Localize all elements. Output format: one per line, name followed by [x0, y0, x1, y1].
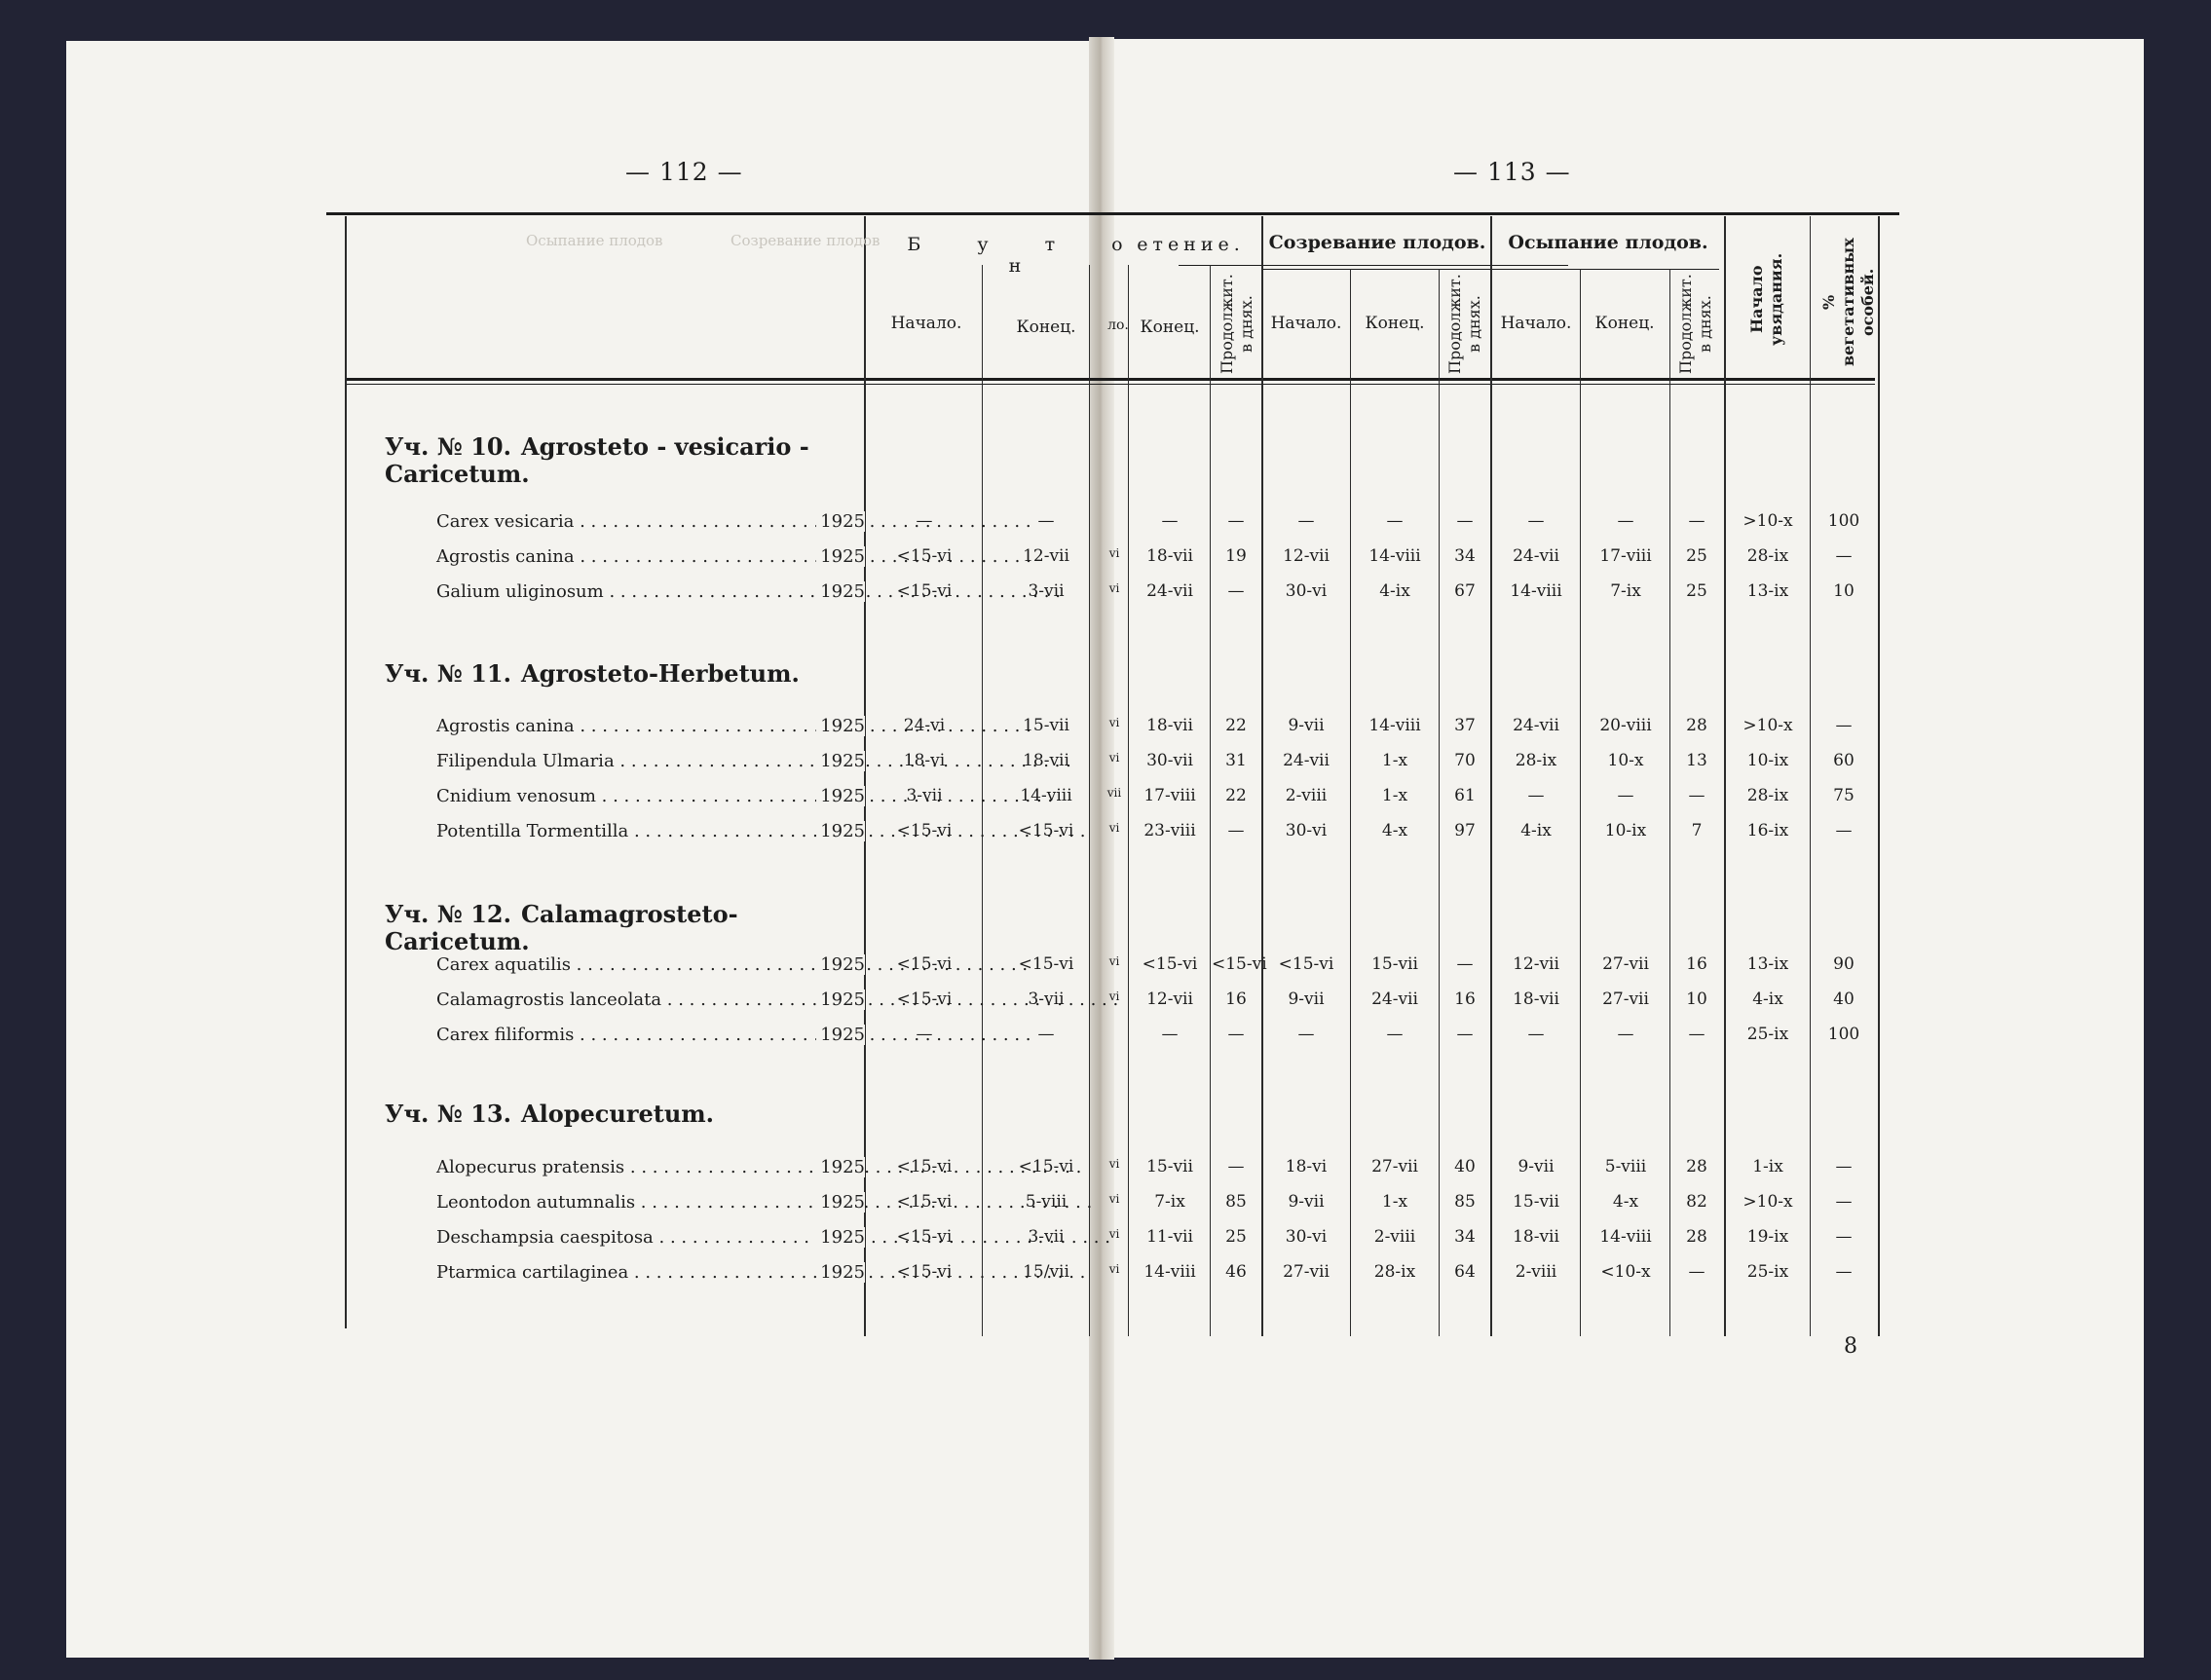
table-cell: 18-vii — [1146, 546, 1193, 566]
table-cell: 67 — [1454, 581, 1476, 601]
table-cell: 1-ix — [1752, 1157, 1783, 1176]
table-row — [0, 821, 2211, 850]
table-row — [0, 1157, 2211, 1186]
table-cell: <15-vi — [896, 581, 953, 601]
table-cell: 2-viii — [1285, 786, 1328, 805]
header-vegetative-percent: % вегетативных особей. — [1819, 238, 1877, 366]
table-cell: 25 — [1686, 546, 1707, 566]
table-cell: 18-vii — [1513, 1227, 1559, 1247]
table-cell: — — [1456, 511, 1474, 531]
table-cell: 16-ix — [1746, 821, 1789, 840]
table-cell: — — [1227, 821, 1245, 840]
table-cell: 28 — [1686, 1157, 1707, 1176]
observation-year: 1925 — [816, 954, 865, 975]
table-cell: <15-vi — [1018, 821, 1074, 840]
species-name: Deschampsia caespitosa . . . — [436, 1227, 861, 1248]
table-cell: 28 — [1686, 1227, 1707, 1247]
table-cell: 2-viii — [1373, 1227, 1416, 1247]
table-cell: — — [916, 511, 933, 531]
table-row — [0, 989, 2211, 1019]
left-page-number: — 112 — — [625, 158, 743, 186]
table-cell: 90 — [1833, 954, 1855, 974]
table-cell: 100 — [1827, 511, 1860, 531]
table-cell: — — [1297, 511, 1315, 531]
section-label: Уч. № 12. — [385, 900, 511, 928]
table-cell: 10-ix — [1746, 751, 1789, 770]
table-cell: — — [1456, 1025, 1474, 1044]
header-budding: Б у т о н — [907, 234, 1148, 277]
table-cell: 30-vi — [1285, 1227, 1328, 1247]
table-cell: 27-vii — [1371, 1157, 1418, 1176]
table-cell: 1-x — [1381, 751, 1408, 770]
table-cell: 3-vii — [1028, 1227, 1065, 1247]
table-cell: 4-x — [1612, 1192, 1639, 1212]
section-label: Уч. № 13. — [385, 1100, 511, 1128]
table-cell: — — [1227, 581, 1245, 601]
species-name: Ptarmica cartilaginea . . . — [436, 1262, 861, 1283]
header-flowering-end: Конец. — [1140, 317, 1200, 337]
table-cell: <15-vi — [896, 821, 953, 840]
table-cell: 14-viii — [1020, 786, 1072, 805]
table-cell: 12-vii — [1023, 546, 1069, 566]
table-cell: — — [1527, 786, 1545, 805]
header-budding-start: Начало. — [890, 314, 962, 333]
table-cell: 1-x — [1381, 786, 1408, 805]
table-cell: 22 — [1225, 786, 1247, 805]
table-row — [0, 1227, 2211, 1256]
table-cell: 12-vii — [1283, 546, 1330, 566]
table-cell: <15-vi — [896, 546, 953, 566]
observation-year: 1925 — [816, 716, 865, 736]
table-cell: 9-vii — [1288, 716, 1325, 735]
table-cell: — — [1835, 716, 1853, 735]
table-cell: — — [1688, 1262, 1705, 1282]
table-cell: 22 — [1225, 716, 1247, 735]
table-cell: — — [1688, 1025, 1705, 1044]
table-cell: <15-vi — [896, 1192, 953, 1212]
species-name: Alopecurus pratensis . . . — [436, 1157, 861, 1177]
table-cell: 12-vii — [1513, 954, 1559, 974]
table-cell: 28-ix — [1515, 751, 1557, 770]
header-wilting-start: Начало увядания. — [1747, 252, 1785, 346]
table-cell: 24-vi — [903, 716, 946, 735]
observation-year: 1925 — [816, 546, 865, 567]
table-cell: — — [1456, 954, 1474, 974]
header-flowering-duration: Продолжит. в днях. — [1218, 274, 1255, 374]
table-cell: 4-ix — [1752, 989, 1783, 1009]
species-name: Agrostis canina . . . — [436, 546, 861, 567]
table-cell: — — [1227, 1157, 1245, 1176]
table-cell: 37 — [1454, 716, 1476, 735]
table-cell: 24-vii — [1513, 716, 1559, 735]
table-cell: vi — [1108, 989, 1120, 1003]
table-cell: 25-ix — [1746, 1025, 1789, 1044]
table-row — [0, 581, 2211, 611]
table-cell: 14-viii — [1143, 1262, 1196, 1282]
showthrough-text: Созревание плодов — [731, 232, 881, 249]
showthrough-text: Осыпание плодов — [526, 232, 663, 249]
table-cell: 10 — [1686, 989, 1707, 1009]
table-cell: 46 — [1225, 1262, 1247, 1282]
table-cell: 24-vii — [1513, 546, 1559, 566]
section-title: Calamagrosteto-Caricetum. — [385, 900, 738, 955]
table-cell: 7-ix — [1610, 581, 1641, 601]
species-name: Carex aquatilis . . . — [436, 954, 861, 975]
section-label: Уч. № 11. — [385, 659, 511, 688]
table-cell: 19 — [1225, 546, 1247, 566]
table-cell: — — [1617, 786, 1634, 805]
table-cell: 40 — [1833, 989, 1855, 1009]
section-heading — [385, 901, 852, 955]
table-cell: — — [1161, 1025, 1179, 1044]
table-cell: 27-vii — [1602, 989, 1649, 1009]
table-cell: 15-vii — [1146, 1157, 1193, 1176]
observation-year: 1925 — [816, 1227, 865, 1248]
table-cell: vi — [1108, 1227, 1120, 1241]
table-cell: vi — [1108, 716, 1120, 729]
table-row — [0, 954, 2211, 984]
species-name: Calamagrostis lanceolata . . . — [436, 989, 861, 1010]
table-cell: 31 — [1225, 751, 1247, 770]
table-cell: — — [1688, 511, 1705, 531]
species-name: Agrostis canina . . . — [436, 716, 861, 736]
table-cell: 4-ix — [1379, 581, 1410, 601]
observation-year: 1925 — [816, 989, 865, 1010]
table-cell: <15-vi — [896, 1262, 953, 1282]
table-cell: 15/vii — [1023, 1262, 1069, 1282]
header-flowering: етение. — [1137, 234, 1245, 255]
budding-subheader-rule — [1179, 265, 1568, 266]
table-cell: 7 — [1691, 821, 1703, 840]
header-flowering-start-cut: ло. — [1107, 317, 1129, 333]
table-cell: 30-vi — [1285, 821, 1328, 840]
table-cell: 16 — [1225, 989, 1247, 1009]
table-cell: <15-vi — [896, 1157, 953, 1176]
observation-year: 1925 — [816, 1262, 865, 1283]
table-cell: — — [1617, 1025, 1634, 1044]
species-name: Carex vesicaria . . . — [436, 511, 861, 532]
table-cell: 28-ix — [1746, 786, 1789, 805]
table-cell: 25-ix — [1746, 1262, 1789, 1282]
table-cell: — — [1386, 511, 1404, 531]
table-cell: 75 — [1833, 786, 1855, 805]
table-cell: — — [1835, 1157, 1853, 1176]
table-cell: — — [1161, 511, 1179, 531]
table-cell: <15-vi — [1018, 1157, 1074, 1176]
observation-year: 1925 — [816, 511, 865, 532]
table-cell: 5-viii — [1025, 1192, 1068, 1212]
table-cell: 13-ix — [1746, 954, 1789, 974]
table-cell: 28 — [1686, 716, 1707, 735]
header-ripening-end: Конец. — [1365, 314, 1425, 333]
table-cell: 15-vii — [1371, 954, 1418, 974]
table-cell: 11-vii — [1146, 1227, 1193, 1247]
table-cell: 27-vii — [1283, 1262, 1330, 1282]
table-row — [0, 786, 2211, 815]
table-cell: >10-x — [1743, 511, 1793, 531]
table-row — [0, 1262, 2211, 1291]
table-cell: 20-viii — [1599, 716, 1652, 735]
table-cell: 1-x — [1381, 1192, 1408, 1212]
table-cell: <15-vi — [1142, 954, 1198, 974]
table-cell: 30-vii — [1146, 751, 1193, 770]
table-cell: 61 — [1454, 786, 1476, 805]
table-cell: — — [1037, 511, 1055, 531]
table-cell: 34 — [1454, 1227, 1476, 1247]
table-cell: vi — [1108, 821, 1120, 835]
table-cell: vi — [1108, 1192, 1120, 1206]
table-cell: >10-x — [1743, 716, 1793, 735]
table-cell: — — [1835, 1192, 1853, 1212]
table-cell: 10 — [1833, 581, 1855, 601]
table-cell: 3-vii — [1028, 989, 1065, 1009]
table-cell: 24-vii — [1371, 989, 1418, 1009]
observation-year: 1925 — [816, 581, 865, 602]
table-cell: 23-viii — [1143, 821, 1196, 840]
table-cell: <15-vi — [896, 989, 953, 1009]
table-cell: <15-vi — [1212, 954, 1267, 974]
table-cell: 25 — [1225, 1227, 1247, 1247]
table-cell: vi — [1108, 751, 1120, 765]
table-cell: 40 — [1454, 1157, 1476, 1176]
species-name: Filipendula Ulmaria . . . — [436, 751, 861, 771]
table-cell: — — [1617, 511, 1634, 531]
section-heading — [385, 433, 852, 488]
table-cell: 13 — [1686, 751, 1707, 770]
table-cell: 27-vii — [1602, 954, 1649, 974]
species-name: Cnidium venosum . . . — [436, 786, 861, 806]
observation-year: 1925 — [816, 1157, 865, 1177]
table-cell: vi — [1108, 581, 1120, 595]
section-title: Agrosteto-Herbetum. — [520, 659, 800, 688]
table-cell: 24-vii — [1283, 751, 1330, 770]
table-cell: 17-viii — [1599, 546, 1652, 566]
observation-year: 1925 — [816, 1025, 865, 1045]
table-cell: 18-vi — [903, 751, 946, 770]
table-cell: 34 — [1454, 546, 1476, 566]
table-cell: — — [1386, 1025, 1404, 1044]
table-cell: >10-x — [1743, 1192, 1793, 1212]
table-cell: 14-viii — [1599, 1227, 1652, 1247]
observation-year: 1925 — [816, 751, 865, 771]
printer-signature-mark: 8 — [1844, 1334, 1857, 1359]
table-cell: 4-ix — [1520, 821, 1552, 840]
species-name: Carex filiformis . . . — [436, 1025, 861, 1045]
header-ripening: Созревание плодов. — [1268, 232, 1486, 253]
table-cell: vi — [1108, 954, 1120, 968]
table-cell: 100 — [1827, 1025, 1860, 1044]
observation-year: 1925 — [816, 1192, 865, 1213]
table-cell: 85 — [1454, 1192, 1476, 1212]
table-cell: <15-vi — [1278, 954, 1334, 974]
header-budding-end: Конец. — [1016, 317, 1076, 337]
table-cell: 10-ix — [1604, 821, 1647, 840]
header-shedding-start: Начало. — [1500, 314, 1572, 333]
table-row — [0, 716, 2211, 745]
table-cell: 28-ix — [1373, 1262, 1416, 1282]
table-cell: — — [1688, 786, 1705, 805]
table-row — [0, 1192, 2211, 1221]
table-cell: <15-vi — [896, 954, 953, 974]
table-cell: — — [1227, 511, 1245, 531]
observation-year: 1925 — [816, 786, 865, 806]
table-cell: 60 — [1833, 751, 1855, 770]
table-cell: — — [1037, 1025, 1055, 1044]
header-ripening-duration: Продолжит. в днях. — [1445, 274, 1483, 374]
table-row — [0, 546, 2211, 576]
observation-year: 1925 — [816, 821, 865, 841]
table-cell: — — [1835, 1227, 1853, 1247]
table-cell: 13-ix — [1746, 581, 1789, 601]
table-cell: 18-vii — [1023, 751, 1069, 770]
table-cell: 2-viii — [1515, 1262, 1557, 1282]
table-cell: — — [1835, 821, 1853, 840]
table-cell: 18-vi — [1285, 1157, 1328, 1176]
table-row — [0, 511, 2211, 541]
table-cell: 19-ix — [1746, 1227, 1789, 1247]
table-cell: 30-vi — [1285, 581, 1328, 601]
table-cell: vi — [1108, 1262, 1120, 1276]
table-cell: vi — [1108, 546, 1120, 560]
table-cell: 17-viii — [1143, 786, 1196, 805]
table-row — [0, 751, 2211, 780]
section-label: Уч. № 10. — [385, 432, 511, 461]
section-heading — [385, 660, 852, 688]
header-shedding: Осыпание плодов. — [1508, 232, 1708, 253]
table-row — [0, 1025, 2211, 1054]
table-cell: — — [1835, 546, 1853, 566]
table-cell: 28-ix — [1746, 546, 1789, 566]
table-cell: 82 — [1686, 1192, 1707, 1212]
table-cell: vii — [1106, 786, 1122, 800]
table-cell: 3-vii — [906, 786, 943, 805]
table-cell: 9-vii — [1518, 1157, 1555, 1176]
table-cell: <10-x — [1600, 1262, 1651, 1282]
table-cell: 12-vii — [1146, 989, 1193, 1009]
table-cell: 14-viii — [1368, 716, 1421, 735]
table-cell: 16 — [1454, 989, 1476, 1009]
table-cell: 25 — [1686, 581, 1707, 601]
table-cell: 16 — [1686, 954, 1707, 974]
table-cell: 14-viii — [1510, 581, 1562, 601]
header-bottom-rule-thin — [346, 384, 1875, 385]
table-cell: 24-vii — [1146, 581, 1193, 601]
table-cell: 97 — [1454, 821, 1476, 840]
table-cell: <15-vi — [1018, 954, 1074, 974]
header-shedding-end: Конец. — [1594, 314, 1655, 333]
table-cell: 15-vii — [1023, 716, 1069, 735]
table-cell: 9-vii — [1288, 1192, 1325, 1212]
header-ripening-start: Начало. — [1270, 314, 1342, 333]
table-cell: 18-vii — [1513, 989, 1559, 1009]
table-cell: 3-vii — [1028, 581, 1065, 601]
species-name: Galium uliginosum . . . — [436, 581, 861, 602]
section-title: Alopecuretum. — [520, 1100, 715, 1128]
table-cell: 4-x — [1381, 821, 1408, 840]
section-title: Agrosteto - vesicario - Caricetum. — [385, 432, 809, 488]
table-cell: — — [1835, 1262, 1853, 1282]
species-name: Leontodon autumnalis . . . — [436, 1192, 861, 1213]
table-cell: vi — [1108, 1157, 1120, 1171]
table-cell: 64 — [1454, 1262, 1476, 1282]
table-top-rule — [326, 212, 1899, 215]
right-page-number: — 113 — — [1453, 158, 1571, 186]
header-shedding-duration: Продолжит. в днях. — [1676, 274, 1714, 374]
header-bottom-rule — [346, 378, 1875, 381]
table-cell: 7-ix — [1154, 1192, 1185, 1212]
table-cell: 14-viii — [1368, 546, 1421, 566]
table-cell: 85 — [1225, 1192, 1247, 1212]
table-cell: 9-vii — [1288, 989, 1325, 1009]
table-cell: <15-vi — [896, 1227, 953, 1247]
table-cell: 15-vii — [1513, 1192, 1559, 1212]
table-cell: 70 — [1454, 751, 1476, 770]
table-cell: — — [1297, 1025, 1315, 1044]
table-cell: — — [1527, 511, 1545, 531]
table-cell: 10-x — [1607, 751, 1644, 770]
table-cell: — — [1227, 1025, 1245, 1044]
species-name: Potentilla Tormentilla . . . — [436, 821, 861, 841]
section-heading — [385, 1101, 852, 1128]
table-cell: 5-viii — [1604, 1157, 1647, 1176]
table-cell: — — [1527, 1025, 1545, 1044]
table-cell: — — [916, 1025, 933, 1044]
table-cell: 18-vii — [1146, 716, 1193, 735]
